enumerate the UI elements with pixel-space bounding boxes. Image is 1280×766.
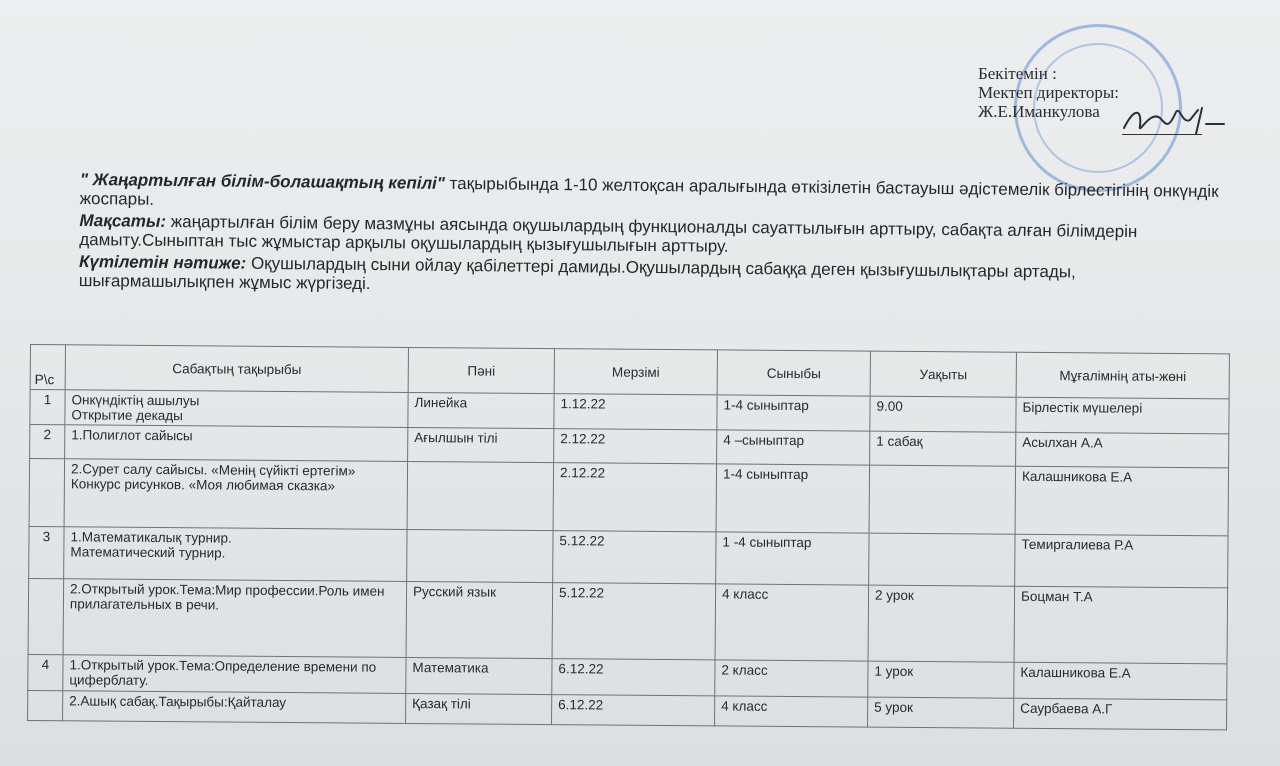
teacher-cell: Калашникова Е.А: [1015, 466, 1229, 536]
class-cell: 2 класс: [715, 660, 868, 697]
document-heading: [79, 170, 1230, 305]
plan-table: [27, 344, 1230, 730]
subject-cell: Математика: [406, 657, 552, 694]
approval-line-2: Мектеп директоры:: [978, 83, 1119, 102]
row-number: [29, 459, 65, 527]
result-text: Оқушылардың сыни ойлау қабілеттері дамиды.Оқушылардың сабаққа деген қызығушылықтары артады, шығармашылықпен жұмыс жүргізеді.: [78, 253, 1076, 294]
approval-line-3: Ж.Е.Иманкулова: [978, 102, 1100, 121]
header-topic: Сабақтың тақырыбы: [65, 345, 408, 393]
teacher-cell: Темиргалиева Р.А: [1015, 534, 1228, 588]
topic-cell: 2.Ашық сабақ.Тақырыбы:Қайталау: [63, 691, 406, 724]
header-number: Р\с: [30, 345, 65, 390]
goal-label: Мақсаты:: [79, 210, 167, 231]
subject-cell: [407, 529, 553, 582]
teacher-cell: Асылхан А.А: [1016, 432, 1229, 468]
approval-line-1: Бекітемін :: [978, 64, 1057, 83]
table-row: [29, 526, 1228, 587]
header-time: Уақыты: [870, 351, 1016, 397]
time-cell: 2 урок: [868, 585, 1015, 662]
result-paragraph: [79, 252, 1229, 302]
subject-cell: Қазақ тілі: [406, 693, 552, 724]
date-cell: 6.12.22: [552, 695, 715, 726]
time-cell: 1 урок: [868, 661, 1014, 698]
header-class: Сыныбы: [717, 350, 870, 396]
topic-cell: 1.Полиглот сайысы: [65, 425, 408, 462]
date-cell: 6.12.22: [552, 659, 715, 696]
signature-icon: [1120, 100, 1230, 140]
topic-cell: Онкүндіктің ашылуы Открытие декады: [65, 390, 408, 428]
row-number: 1: [30, 390, 65, 425]
row-number: 3: [29, 526, 64, 578]
row-number: 2: [30, 425, 65, 459]
topic-cell: 1.Математикалық турнир. Математический турнир.: [64, 527, 407, 582]
row-number: [28, 690, 63, 720]
header-subject: Пәні: [408, 347, 554, 393]
subject-cell: Линейка: [408, 392, 554, 428]
date-cell: 5.12.22: [553, 531, 716, 584]
topic-cell: 1.Открытый урок.Тема:Определение времени по циферблату.: [63, 655, 406, 694]
row-number: 4: [28, 654, 63, 690]
class-cell: 1 -4 сыныптар: [716, 532, 869, 585]
table-body: [28, 390, 1230, 730]
class-cell: 4 класс: [715, 584, 869, 661]
table-row: [28, 578, 1228, 663]
row-number: [28, 578, 64, 654]
teacher-cell: Бірлестік мүшелері: [1016, 397, 1229, 434]
subject-cell: Ағылшын тілі: [408, 427, 554, 462]
title-rest: тақырыбында 1-10 желтоқсан аралығында өткізілетін бастауыш әдістемелік бірлестігінің онкүндік жоспары.: [79, 173, 1219, 209]
subject-cell: [407, 461, 554, 530]
date-cell: 2.12.22: [553, 463, 717, 532]
topic-cell: 2.Открытый урок.Тема:Мир профессии.Роль имен прилагательных в речи.: [63, 579, 407, 658]
teacher-cell: Боцман Т.А: [1014, 586, 1228, 664]
header-date: Мерзімі: [554, 349, 717, 395]
teacher-cell: Саурбаева А.Г: [1014, 698, 1227, 730]
time-cell: 1 сабақ: [870, 431, 1016, 466]
class-cell: 4 класс: [715, 696, 868, 727]
date-cell: 5.12.22: [552, 583, 716, 660]
time-cell: 9.00: [870, 396, 1016, 432]
header-teacher: Мұғалімнің аты-жөні: [1016, 352, 1229, 399]
class-cell: 1-4 сыныптар: [717, 395, 870, 431]
time-cell: 5 урок: [868, 697, 1014, 728]
class-cell: 4 –сыныптар: [717, 430, 870, 465]
topic-cell: 2.Сурет салу сайысы. «Менің сүйікті ертегім» Конкурс рисунков. «Моя любимая сказка»: [64, 459, 408, 530]
topic-title: " Жаңартылған білім-болашақтың кепілі": [79, 170, 446, 193]
result-label: Күтілетін нәтиже:: [78, 251, 247, 273]
goal-text: жаңартылған білім беру мазмұны аясында оқушылардың функционалды сауаттылығын арттыру, сабақта алған білімдерін дамыту.Сыныптан тыс жұмыстар арқылы оқушылардың қызығушылығын арттыру.: [79, 211, 1138, 256]
time-cell: [869, 465, 1016, 534]
table-row: [29, 459, 1228, 536]
date-cell: 1.12.22: [554, 394, 717, 430]
class-cell: 1-4 сыныптар: [716, 464, 870, 533]
date-cell: 2.12.22: [554, 429, 717, 464]
subject-cell: Русский язык: [406, 581, 553, 658]
teacher-cell: Калашникова Е.А: [1014, 662, 1227, 700]
time-cell: [869, 533, 1015, 586]
